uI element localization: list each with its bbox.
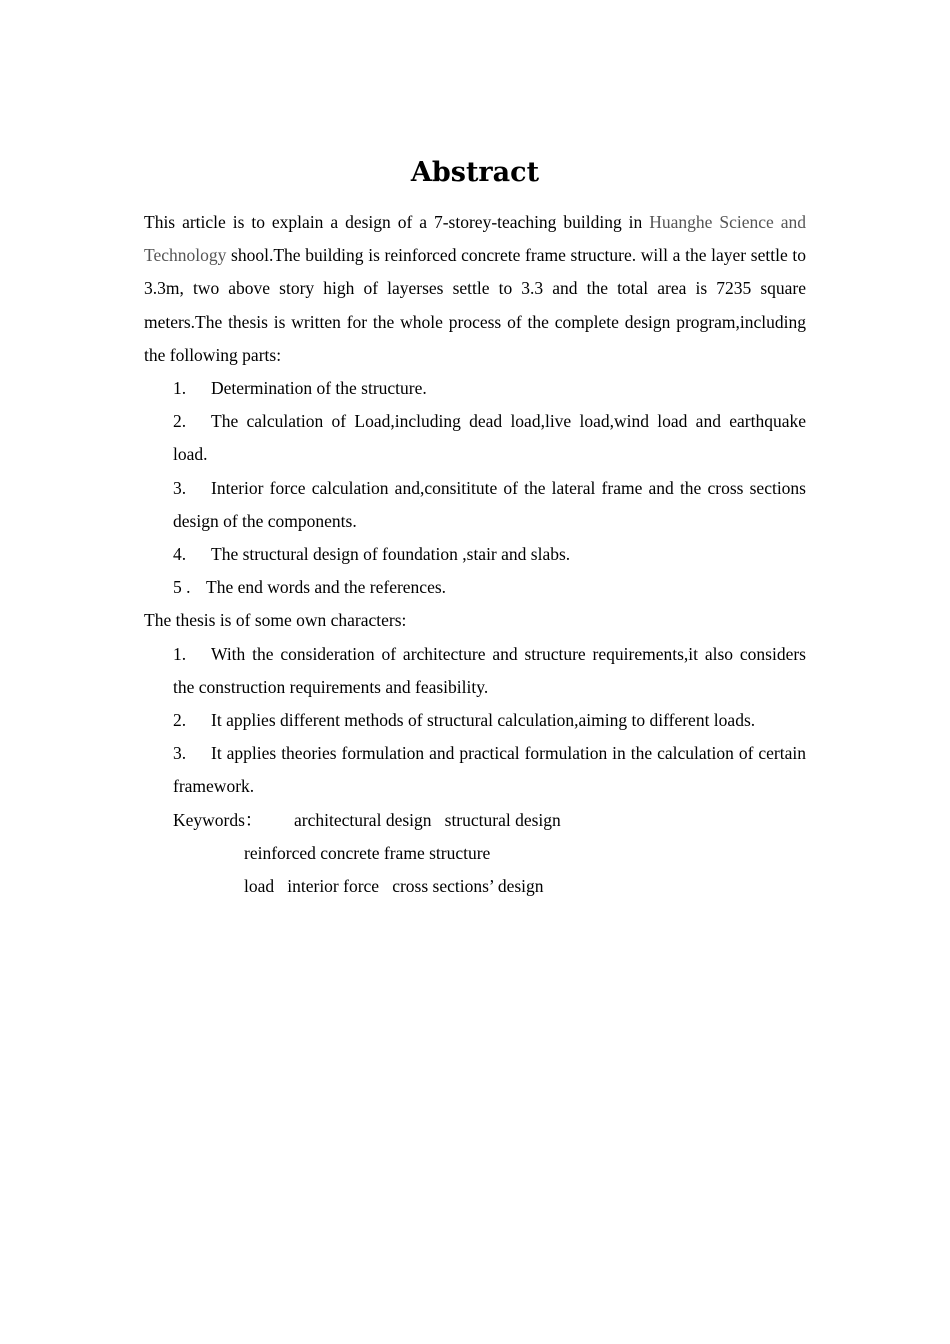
list-item-text: With the consideration of architecture and structure requirements,it also considers the construction requirements and feasibility. [173, 643, 806, 697]
list-item-text: The calculation of Load,including dead load,live load,wind load and earthquake load. [173, 411, 806, 465]
list-item [173, 372, 806, 405]
intro-paragraph [144, 206, 806, 372]
list-item-number: 2. [173, 710, 187, 731]
list-item [173, 704, 806, 737]
abstract-body [144, 206, 806, 903]
keywords-text: architectural design structural design [294, 809, 561, 830]
list-item [173, 638, 806, 704]
list-item [173, 405, 806, 471]
list-item [173, 571, 806, 604]
characters-intro: The thesis is of some own characters: [144, 610, 407, 631]
list-item-number: 3. [173, 477, 187, 498]
list-item-number: 1. [173, 378, 187, 399]
list-item [173, 737, 806, 803]
abstract-title: Abstract [410, 157, 540, 188]
keywords-line [173, 804, 806, 837]
list-item-text: The end words and the references. [206, 577, 447, 598]
list-item-number: 5 . [173, 577, 191, 598]
list-item-number: 2. [173, 411, 187, 432]
list-item-text: Interior force calculation and,consititute of the lateral frame and the cross sections design of the components. [173, 477, 806, 531]
keywords-line: reinforced concrete frame structure [244, 842, 491, 863]
keywords-label: Keywords： [173, 809, 263, 830]
keywords-line: load interior force cross sections’ design [244, 876, 544, 897]
list-item-number: 3. [173, 743, 187, 764]
intro-text-start: This article is to explain a design of a 7-storey-teaching building in [144, 212, 650, 232]
list-item [173, 472, 806, 538]
list-item-number: 1. [173, 643, 187, 664]
list-item-number: 4. [173, 544, 187, 565]
list-item-text: It applies different methods of structural calculation,aiming to different loads. [211, 710, 756, 731]
intro-text-rest: shool.The building is reinforced concrete frame structure. will a the layer settle to 3.3m, two above story high of layerses settle to 3.3 and the total area is 7235 square meters.The thesis is written for the whole process of the complete design program,including the following parts: [144, 245, 806, 365]
list-item-text: It applies theories formulation and practical formulation in the calculation of certain framework. [173, 743, 806, 797]
school-name-highlight: Huanghe Science and Technology [144, 212, 806, 266]
list-item [173, 538, 806, 571]
list-item-text: The structural design of foundation ,stair and slabs. [211, 544, 571, 565]
list-item-text: Determination of the structure. [211, 378, 427, 399]
